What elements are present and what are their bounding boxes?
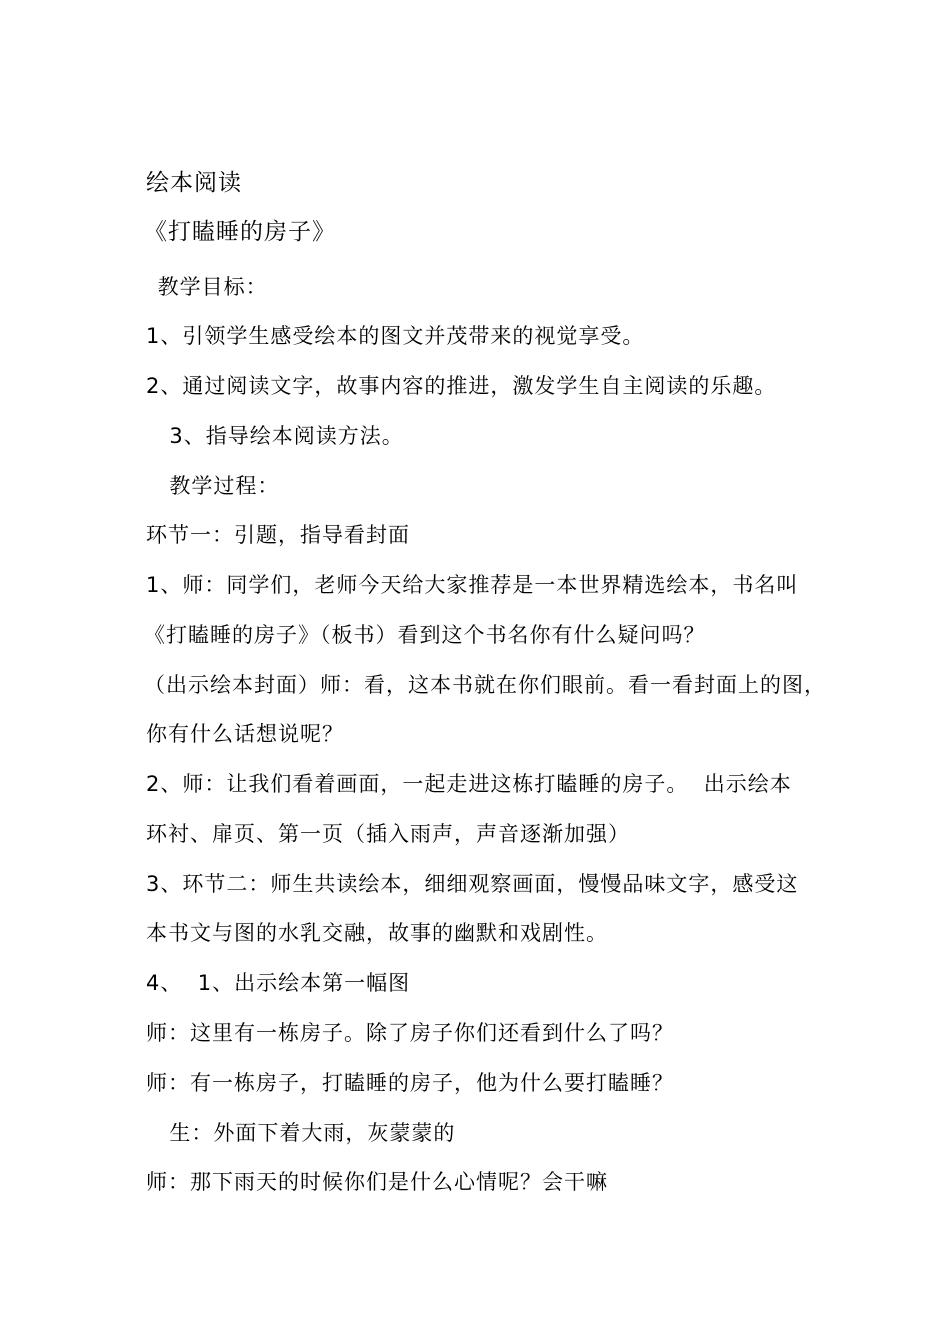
paragraph-line: 你有什么话想说呢？ <box>146 722 344 746</box>
paragraph-line: 1、师：同学们，老师今天给大家推荐是一本世界精选绘本，书名叫 <box>146 573 799 597</box>
paragraph-line: 本书文与图的水乳交融，故事的幽默和戏剧性。 <box>146 921 608 945</box>
goal-item-1: 1、引领学生感受绘本的图文并茂带来的视觉享受。 <box>146 324 645 348</box>
paragraph-line: 环衬、扉页、第一页（插入雨声，声音逐渐加强） <box>146 822 630 846</box>
paragraph-line: 2、师：让我们看着画面，一起走进这栋打瞌睡的房子。 出示绘本 <box>146 772 792 796</box>
goal-item-3: 3、指导绘本阅读方法。 <box>154 424 404 448</box>
section-heading-process: 教学过程： <box>154 474 280 498</box>
paragraph-line: 师：这里有一栋房子。除了房子你们还看到什么了吗？ <box>146 1021 674 1045</box>
paragraph-line: （出示绘本封面）师：看，这本书就在你们眼前。看一看封面上的图， <box>144 673 826 697</box>
paragraph-line: 3、环节二：师生共读绘本，细细观察画面，慢慢品味文字，感受这 <box>146 872 799 896</box>
doc-heading: 绘本阅读 <box>146 170 242 196</box>
section-heading-goals: 教学目标： <box>150 275 268 299</box>
paragraph-line: 4、 1、出示绘本第一幅图 <box>146 971 411 995</box>
book-title: 《打瞌睡的房子》 <box>144 219 336 245</box>
paragraph-line: 生：外面下着大雨，灰蒙蒙的 <box>154 1121 456 1145</box>
paragraph-line: 师：有一栋房子，打瞌睡的房子，他为什么要打瞌睡？ <box>146 1071 674 1095</box>
goal-item-2: 2、通过阅读文字，故事内容的推进，激发学生自主阅读的乐趣。 <box>146 374 777 398</box>
step-heading-1: 环节一：引题，指导看封面 <box>146 523 410 547</box>
paragraph-line: 《打瞌睡的房子》（板书）看到这个书名你有什么疑问吗？ <box>144 623 706 647</box>
paragraph-line: 师：那下雨天的时候你们是什么心情呢？会干嘛 <box>146 1170 608 1194</box>
